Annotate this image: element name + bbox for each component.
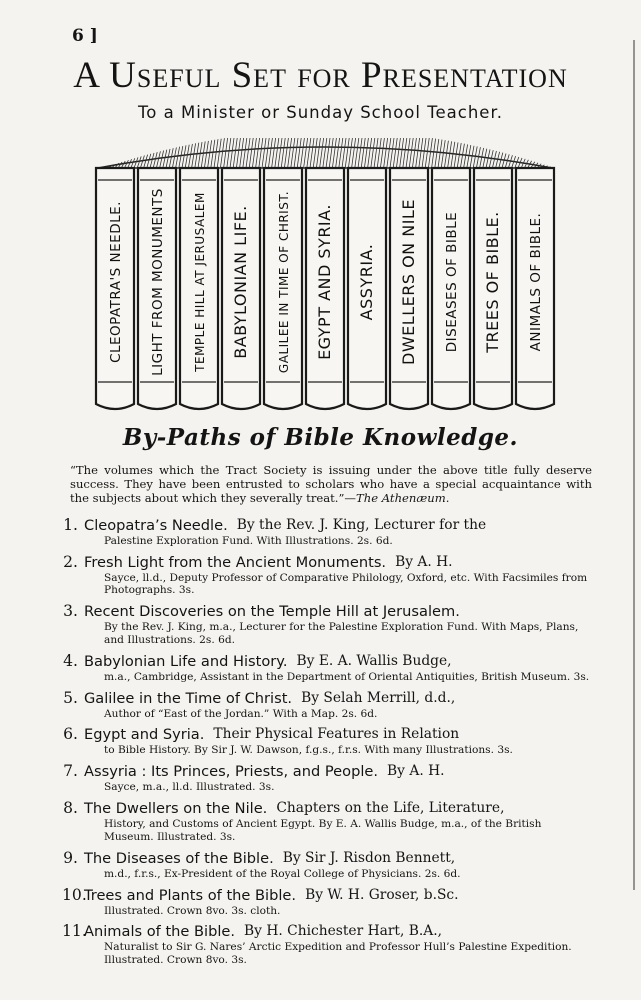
margin-rule [633,40,635,890]
list-item [62,602,594,646]
book-number: 11. [62,922,87,941]
book-title: The Diseases of the Bible. [84,849,274,867]
book-author: Chapters on the Life, Literature, [276,800,505,817]
book-detail: By the Rev. J. King, m.a., Lecturer for the Palestine Exploration Fund. With Maps, Plans, and Illustrations. 2s. 6d. [104,621,579,646]
book-entry-main [62,922,594,941]
book-author: By Sir J. Risdon Bennett, [282,849,456,866]
spine-label: DWELLERS ON NILE [399,199,418,365]
book-entry-main [62,886,594,905]
book-author: By E. A. Wallis Budge, [296,652,452,669]
book-detail: Naturalist to Sir G. Nares’ Arctic Expedition and Professor Hull’s Palestine Expedition. Illustrated. Crown 8vo. 3s. [104,941,572,966]
page-hatch [470,146,474,168]
book-author: Their Physical Features in Relation [213,726,460,743]
page-number: 6 ] [72,26,98,46]
book-title: Recent Discoveries on the Temple Hill at Jerusalem. [84,603,460,621]
book-title: Fresh Light from the Ancient Monuments. [84,553,387,571]
spine-label: TREES OF BIBLE. [483,211,502,353]
list-item [62,725,594,757]
book-number: 7. [63,762,78,781]
book-number: 2. [63,552,78,571]
list-item [62,516,594,548]
book-spine [474,168,512,409]
book-entry-main [62,762,594,781]
page-subtitle: To a Minister or Sunday School Teacher. [138,103,503,122]
page-hatch [432,139,436,168]
book-spine [222,168,260,409]
series-title: By-Paths of Bible Knowledge. [122,424,519,451]
page-hatch [460,144,464,168]
spine-label: EGYPT AND SYRIA. [315,204,334,360]
book-spine [264,168,302,409]
book-number: 10. [62,885,87,904]
book-title: The Dwellers on the Nile. [84,800,268,818]
book-set-illustration [94,132,556,418]
book-title: Trees and Plants of the Bible. [84,886,297,904]
spine-label: ANIMALS OF BIBLE. [528,212,544,352]
book-entry-main [62,799,594,818]
review-quote [70,463,592,505]
book-author: By Selah Merrill, d.d., [301,689,456,706]
book-number: 3. [63,602,78,621]
book-author: By W. H. Groser, b.Sc. [305,886,459,903]
book-detail: to Bible History. By Sir J. W. Dawson, f.g.s., f.r.s. With many Illustrations. 3s. [104,744,513,757]
page-title: A Useful Set for Presentation [73,55,568,96]
spine-label: CLEOPATRA'S NEEDLE. [108,201,124,363]
book-spine [96,168,134,409]
book-entry-main [62,602,594,621]
list-item [62,689,594,721]
page-hatch [473,146,477,168]
page-hatch [448,141,452,168]
book-number: 5. [63,688,78,707]
book-number: 8. [63,799,78,818]
page-hatch [435,139,439,168]
book-author: By A. H. [395,553,453,570]
book-spine [516,168,554,409]
page-hatch [438,140,442,168]
book-spine [138,168,176,409]
book-title: Cleopatra’s Needle. [84,517,228,534]
book-detail: History, and Customs of Ancient Egypt. By E. A. Wallis Budge, m.a., of the British Museum. Illustrated. 3s. [104,818,542,843]
book-entry-main [62,725,594,744]
book-spine [432,168,470,409]
book-entry-main [62,553,594,572]
list-item [62,849,594,881]
book-title: Animals of the Bible. [84,923,236,941]
book-title: Babylonian Life and History. [84,652,288,670]
book-title: Assyria : Its Princes, Priests, and People. [84,763,379,781]
book-detail: Illustrated. Crown 8vo. 3s. cloth. [104,904,281,917]
book-entry-main [62,652,594,671]
page-hatch [454,142,458,168]
book-spine [348,168,386,409]
quote-text: “The volumes which the Tract Society is issuing under the above title fully deserve success. They have been entrusted to scholars who have a special acquaintance with the subjects about which they severally treat.”— [70,463,592,505]
book-detail: m.a., Cambridge, Assistant in the Department of Oriental Antiquities, British Museum. 3s. [104,670,590,683]
book-number: 6. [63,725,78,744]
book-detail: m.d., f.r.s., Ex-President of the Royal College of Physicians. 2s. 6d. [104,867,461,880]
spine-label: LIGHT FROM MONUMENTS [150,188,166,376]
spine-label: TEMPLE HILL AT JERUSALEM [193,192,207,372]
list-item [62,652,594,684]
page-hatch [457,143,461,168]
book-spine [306,168,344,409]
book-title: Egypt and Syria. [84,726,205,744]
book-list [62,516,594,972]
book-spine [390,168,428,409]
book-entry-main [62,689,594,708]
book-detail: Author of “East of the Jordan.” With a Map. 2s. 6d. [104,707,378,720]
page-hatch [444,141,448,168]
spine-label: ASSYRIA. [357,243,376,321]
book-title: Galilee in the Time of Christ. [84,689,293,707]
book-detail: Palestine Exploration Fund. With Illustrations. 2s. 6d. [104,535,393,547]
page-hatch [476,147,480,168]
page-hatch [451,142,455,168]
list-item [62,762,594,794]
list-item [62,886,594,918]
book-detail: Sayce, ll.d., Deputy Professor of Comparative Philology, Oxford, etc. With Facsimiles from Photographs. 3s. [104,571,588,597]
book-entry-main [62,849,594,868]
book-author: By A. H. [387,763,445,780]
spine-label: BABYLONIAN LIFE. [231,205,250,359]
book-number: 1. [63,516,78,534]
book-detail: Sayce, m.a., ll.d. Illustrated. 3s. [104,781,275,794]
quote-source: The Athenæum. [356,491,450,505]
book-author: By H. Chichester Hart, B.A., [244,923,442,940]
spine-label: DISEASES OF BIBLE [444,211,460,353]
page-hatch [467,145,471,168]
page-hatch [464,144,468,168]
book-spines-svg [94,132,556,418]
list-item [62,553,594,597]
book-number: 4. [63,651,78,670]
page-hatch [480,148,484,168]
list-item [62,799,594,843]
book-entry-main [62,516,594,535]
book-author: By the Rev. J. King, Lecturer for the [236,517,487,533]
spine-label: GALILEE IN TIME OF CHRIST. [277,190,291,374]
list-item [62,922,594,966]
book-spine [180,168,218,409]
book-number: 9. [63,848,78,867]
page-hatch [441,140,445,168]
